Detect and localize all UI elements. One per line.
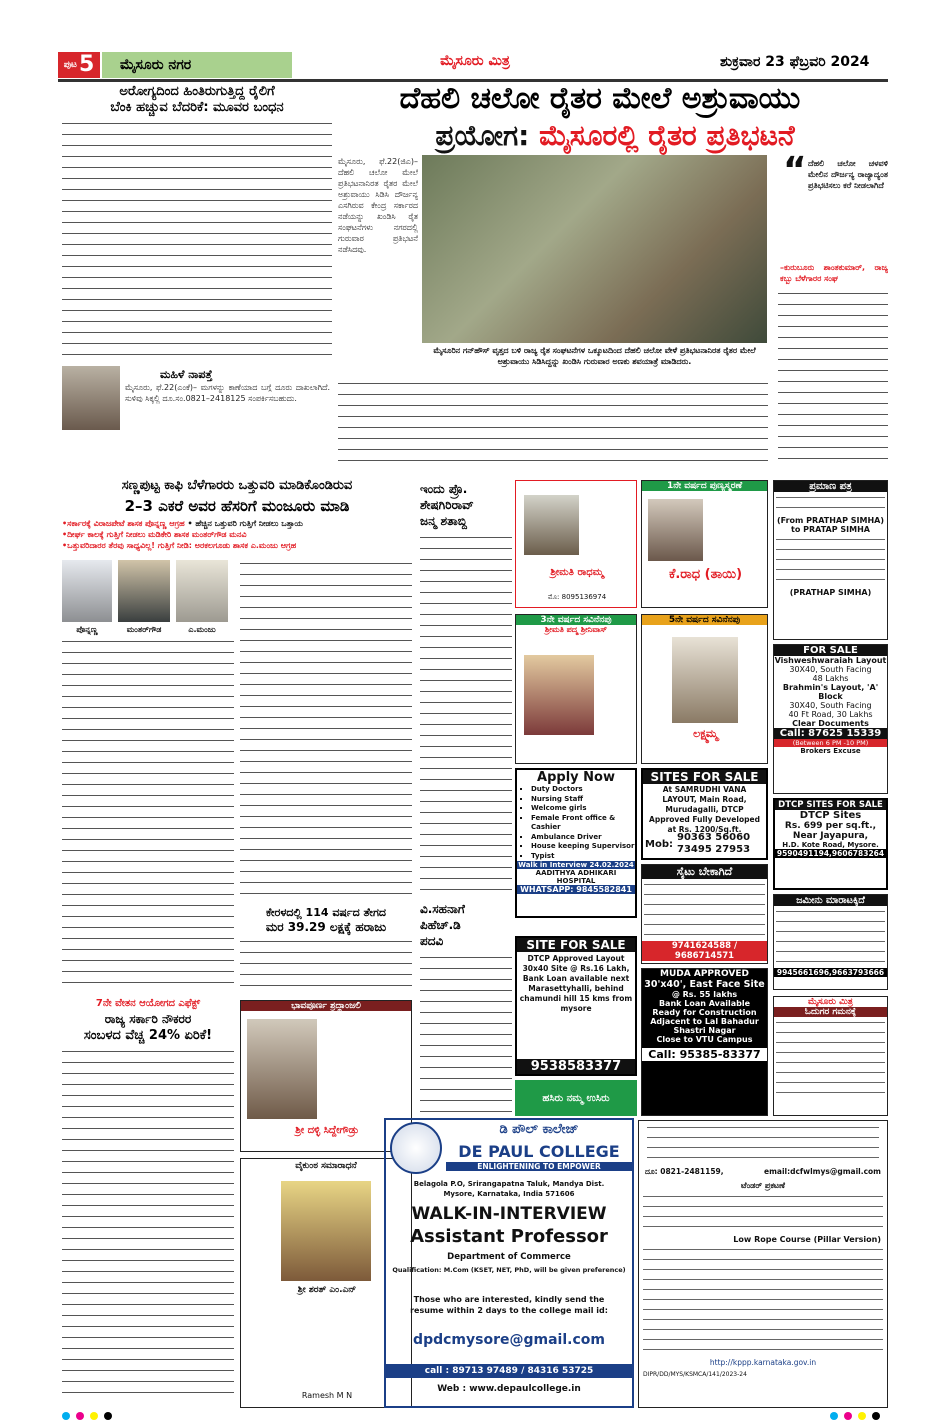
depaul-dept: Department of Commerce xyxy=(447,1252,571,1262)
obit-siddegowda-head: ಭಾವಪೂರ್ಣ ಶ್ರದ್ಧಾಂಜಲಿ xyxy=(241,1001,411,1011)
tender-footer: DIPR/DD/MYS/KSMCA/141/2023-24 xyxy=(643,1371,747,1378)
tender-header-lines xyxy=(647,1124,879,1164)
tender-body-1 xyxy=(643,1193,883,1233)
tender-contact-row xyxy=(639,1167,887,1177)
sahana-t2: ಪಿಹೆಚ್.ಡಿ xyxy=(420,918,461,932)
right-column-body xyxy=(778,290,888,468)
shesha-t1: ಇಂದು ಪ್ರೊ. xyxy=(420,482,468,496)
mla-name-3: ಎ.ಮಂಜು xyxy=(188,625,216,634)
muda-call-label: Call: xyxy=(648,1048,676,1061)
cert-text-2 xyxy=(776,536,885,586)
coffee-bullet-3: •ದೀರ್ಘ ಕಾಲಕ್ಕೆ ಗುತ್ತಿಗೆ ನೀಡಲು ಮಡಿಕೇರಿ ಶಾಸಕ ಮಂತರ್‌ಗೌಡ ಮನವಿ xyxy=(62,530,247,539)
obit-sharath-head: ವೈಕುಂಠ ಸಮಾರಾಧನೆ xyxy=(295,1161,357,1171)
mitra-notice-title: ಓದುಗರ ಗಮನಕ್ಕೆ xyxy=(774,1007,887,1017)
vish-1: 30X40, South Facing xyxy=(789,665,872,674)
tender-body-2 xyxy=(643,1246,883,1356)
apply-item: ▪ Typist xyxy=(531,852,635,862)
obit-lakshmamma xyxy=(641,614,768,764)
green-ad-text: ಹಸಿರು ನಮ್ಮ ಉಸಿರು xyxy=(542,1092,610,1104)
dtcp-title: DTCP SITES FOR SALE xyxy=(775,800,886,810)
cert-from: (From PRATHAP SIMHA) to PRATAP SIMHA xyxy=(777,516,884,534)
ad-sites-wanted xyxy=(641,864,768,964)
muda-6: Shastri Nagar xyxy=(673,1026,736,1035)
mla-photo-ponnanna xyxy=(62,560,112,622)
depaul-addr2: Mysore, Karnataka, India 571606 xyxy=(443,1190,575,1198)
obit-sharath-sign: Ramesh M N xyxy=(301,1391,353,1400)
sahana-t3: ಪದವಿ xyxy=(420,934,444,948)
lead-dateline: ಮೈಸೂರು, ಫೆ.22(ಜಿಎ)– ದೆಹಲಿ ಚಲೋ ಮೇಲೆ ಪ್ರತಿಭಟನಾನಿರತ ರೈತರ ಮೇಲೆ ಅಶ್ರುವಾಯು ಸಿಡಿಸಿ ದೌರ್ಜನ್ಯ ಎಸಗಿರುವ ಕೇಂದ್ರ ಸರ್ಕಾರದ ನಡೆಯನ್ನು ಖಂಡಿಸಿ ರೈತ ಸಂಘಟನೆಗಳು ನಗರದಲ್ಲಿ ಗುರುವಾರ ಪ್ರತಿಭಟನೆ ನಡೆಸಿದವು. xyxy=(338,157,418,254)
land-text xyxy=(776,908,885,966)
depaul-note: Those who are interested, kindly send the resume within 2 days to the college mail id: xyxy=(410,1295,608,1315)
clear-docs: Clear Documents xyxy=(792,719,869,728)
missing-text: ಮೈಸೂರು, ಫೆ.22(ಎಂಕೆ)– ಮಗಳನ್ನು ಕಾಣೆಯಾದ ಬಗ್ಗೆ ದೂರು ದಾಖಲಾಗಿದೆ. ಸುಳಿವು ಸಿಕ್ಕಲ್ಲಿ ದೂ.ಸಂ.0821–2418125 ಸಂಪರ್ಕಿಸಬಹುದು. xyxy=(125,383,330,403)
site2-body: DTCP Approved Layout 30x40 Site @ Rs.16 Lakh, Bank Loan available next Marasettyhalli, behind chamundi hill 15 kms from mysore xyxy=(519,954,633,1013)
obit-padma-photo xyxy=(524,655,594,735)
site2-title: SITE FOR SALE xyxy=(517,938,635,952)
page-number: 5 xyxy=(78,52,95,77)
tender-url[interactable]: http://kppp.karnataka.gov.in xyxy=(709,1358,817,1367)
sale-title: FOR SALE xyxy=(774,645,887,656)
dtcp-phone: 9590491194,9606783264 xyxy=(776,849,885,858)
mitra-notice xyxy=(773,996,888,1116)
land-title: ಜಮೀನು ಮಾರಾಟಕ್ಕಿದೆ xyxy=(774,895,887,906)
left-story-body xyxy=(62,120,332,365)
apply-item: ▪ Female Front office & Cashier xyxy=(531,814,635,833)
coffee-title2: 2–3 ಎಕರೆ ಅವರ ಹೆಸರಿಗೆ ಮಂಜೂರು ಮಾಡಿ xyxy=(124,497,350,515)
brahmin-title: Brahmin's Layout, 'A' Block xyxy=(782,683,879,701)
coffee-bullet-1: •ಸರ್ಕಾರಕ್ಕೆ ವಿರಾಜಪೇಟೆ ಶಾಸಕ ಪೊನ್ನಣ್ಣ ಆಗ್ರಹ • ಹೆಚ್ಚಿನ ಒತ್ತುವರಿ ಗುತ್ತಿಗೆ ನೀಡಲು ಒತ್ತಾಯ xyxy=(62,519,303,528)
obit-sharath-photo xyxy=(281,1181,371,1281)
dtcp-2: Rs. 699 per sq.ft., xyxy=(784,821,877,831)
ad-sites-for-sale-samrudhi xyxy=(641,768,768,860)
obit-k-radha xyxy=(641,480,768,608)
cert-title: ಪ್ರಮಾಣ ಪತ್ರ xyxy=(774,481,887,492)
lead-photo-farmers-protest xyxy=(422,155,767,343)
obit-padma-head: 3ನೇ ವರ್ಷದ ಸವಿನೆನಪು xyxy=(516,615,636,625)
apply-item: ▪ Welcome girls xyxy=(531,804,635,814)
muda-4: Ready for Construction xyxy=(652,1008,757,1017)
lead-headline-line1: ದೆಹಲಿ ಚಲೋ ರೈತರ ಮೇಲೆ ಅಶ್ರುವಾಯು xyxy=(399,81,801,116)
lead-headline-line2 xyxy=(335,118,895,154)
muda-title: MUDA APPROVED xyxy=(660,969,749,979)
ad-green-campaign xyxy=(515,1080,637,1116)
apply-item: ▪ Duty Doctors xyxy=(531,785,635,795)
ad-apply-now xyxy=(515,768,637,918)
obit-k-radha-name: ಕೆ.ರಾಧ (ತಾಯಿ) xyxy=(668,567,743,582)
shesha-body xyxy=(420,534,512,894)
shesha-t3: ಜನ್ಮ ಶತಾಬ್ದಿ xyxy=(420,514,467,528)
mla-name-1: ಪೊನ್ನಣ್ಣ xyxy=(76,625,98,634)
cert-text xyxy=(776,494,885,514)
obit-radhamma xyxy=(515,480,637,608)
obit-lakshmamma-photo xyxy=(672,637,738,723)
brahmin-2: 40 Ft Road, 30 Lakhs xyxy=(788,710,873,719)
sites1-phones: 90363 56060 73495 27953 xyxy=(676,832,751,855)
apply-item: ▪ Nursing Staff xyxy=(531,795,635,805)
page-label: ಪುಟ xyxy=(63,60,77,70)
ad-land-sale xyxy=(773,894,888,990)
obit-radhamma-photo xyxy=(524,495,579,555)
obit-k-radha-head: 1ನೇ ವರ್ಷದ ಪುಣ್ಯಸ್ಮರಣೆ xyxy=(642,481,767,491)
brahmin-1: 30X40, South Facing xyxy=(789,701,872,710)
obit-padma xyxy=(515,614,637,764)
apply-now-list xyxy=(517,785,635,861)
obit-padma-name: ಶ್ರೀಮತಿ ಪದ್ಮ ಶ್ರೀನಿವಾಸ್ xyxy=(544,625,608,634)
pay-title2: ಸಂಬಳದ ವೆಚ್ಚ 24% ಏರಿಕೆ! xyxy=(83,1028,213,1043)
missing-person-photo xyxy=(62,366,120,430)
apply-hospital: AADITHYA ADHIKARI HOSPITAL xyxy=(535,869,617,885)
obit-radhamma-phone: ಮೊ: 8095136974 xyxy=(547,593,607,601)
apply-item: ▪ House keeping Supervisor xyxy=(531,842,635,852)
apply-walkin: Walk in Interview 24.02.2024 xyxy=(518,861,634,869)
site2-phone: 9538583377 xyxy=(517,1059,635,1074)
lead-headline-line2b: ಮೈಸೂರಲ್ಲಿ ರೈತರ ಪ್ರತಿಭಟನೆ xyxy=(539,119,795,152)
depaul-qual: Qualification: M.Com (KSET, NET, PhD, will be given preference) xyxy=(392,1266,626,1274)
coffee-title1: ಸಣ್ಣಪುಟ್ಟ ಕಾಫಿ ಬೆಳೆಗಾರರು ಒತ್ತುವರಿ ಮಾಡಿಕೊಂಡಿರುವ xyxy=(121,478,353,493)
muda-1: 30'x40', East Face Site xyxy=(644,979,765,990)
pay-tag: 7ನೇ ವೇತನ ಆಯೋಗದ ಎಫೆಕ್ಟ್ xyxy=(95,998,201,1009)
dtcp-3: Near Jayapura, xyxy=(792,831,869,841)
lead-body-columns xyxy=(338,380,768,468)
newspaper-brand: ಮೈಸೂರು ಮಿತ್ರ xyxy=(440,53,510,69)
brokers-excuse: Brokers Excuse xyxy=(800,747,861,755)
obit-k-radha-photo xyxy=(648,499,703,561)
lead-headline-line2a: ಪ್ರಯೋಗ: xyxy=(435,119,530,152)
depaul-logo-icon xyxy=(390,1122,442,1174)
mla-photo-mantargowda xyxy=(118,560,170,622)
apply-item: ▪ Ambulance Driver xyxy=(531,833,635,843)
muda-5: Adjacent to Lal Bahadur xyxy=(650,1017,759,1026)
muda-2: @ Rs. 55 lakhs xyxy=(671,990,738,999)
muda-7: Close to VTU Campus xyxy=(656,1035,753,1044)
cert-name: (PRATHAP SIMHA) xyxy=(789,588,872,597)
depaul-mail[interactable]: dpdcmysore@gmail.com xyxy=(413,1332,605,1348)
missing-title: ಮಹಿಳೆ ನಾಪತ್ತೆ xyxy=(160,368,213,381)
sahana-t1: ವಿ.ಸಹನಾಗೆ xyxy=(420,902,465,916)
tender-heading: ಟೆಂಡರ್ ಪ್ರಕಟಣೆ xyxy=(741,1181,785,1190)
print-registration-marks xyxy=(62,1412,112,1420)
dtcp-1: DTCP Sites xyxy=(799,810,862,821)
depaul-kannada: ಡಿ ಪೌಲ್ ಕಾಲೇಜ್ xyxy=(499,1122,579,1137)
pay-body xyxy=(62,1048,234,1393)
ad-tender-notice xyxy=(638,1120,888,1408)
ad-site-for-sale-dtcp xyxy=(515,936,637,1076)
muda-3: Bank Loan Available xyxy=(658,999,751,1008)
sale-call-hours: (Between 6 PM -10 PM) xyxy=(774,739,887,747)
pay-title1: ರಾಜ್ಯ ಸರ್ಕಾರಿ ನೌಕರರ xyxy=(104,1012,192,1026)
apply-now-title: Apply Now xyxy=(537,770,615,785)
left-story-title2: ಬೆಂಕಿ ಹಚ್ಚುವ ಬೆದರಿಕೆ: ಮೂವರ ಬಂಧನ xyxy=(110,100,284,115)
lead-quote: ದೆಹಲಿ ಚಲೋ ಚಳವಳಿ ಮೇಲಿನ ದೌರ್ಜನ್ಯ ರಾಜ್ಯಾದ್ಯಂತ ಪ್ರತಿಭಟಿಸಲು ಕರೆ ನೀಡಲಾಗಿದೆ xyxy=(808,159,888,190)
mla-photo-manju xyxy=(176,560,228,622)
sites-wanted-phone: 9741624588 / 9686714571 xyxy=(642,941,767,961)
depaul-web[interactable]: Web : www.depaulcollege.in xyxy=(437,1384,581,1394)
ad-certificate xyxy=(773,480,888,640)
depaul-addr1: Belagola P.O, Srirangapatna Taluk, Mandya Dist. xyxy=(413,1180,605,1188)
obit-siddegowda-photo xyxy=(247,1019,317,1119)
vish-title: Vishweshwaraiah Layout xyxy=(774,656,887,665)
kerala-title1: ಕೇರಳದಲ್ಲಿ 114 ವರ್ಷದ ತೇಗದ xyxy=(265,906,387,919)
ad-muda-approved xyxy=(641,968,768,1116)
issue-date: ಶುಕ್ರವಾರ 23 ಫೆಬ್ರವರಿ 2024 xyxy=(720,54,870,70)
land-phone: 9945661696,9663793666 xyxy=(774,968,887,977)
depaul-call-row xyxy=(386,1364,632,1378)
quote-mark-icon: “ xyxy=(783,150,807,191)
vish-2: 48 Lakhs xyxy=(812,674,849,683)
sites1-title: SITES FOR SALE xyxy=(643,770,766,784)
lead-photo-caption: ಮೈಸೂರಿನ ಗನ್‌ಹೌಸ್ ವೃತ್ತದ ಬಳಿ ರಾಜ್ಯ ರೈತ ಸಂಘಟನೆಗಳ ಒಕ್ಕೂಟದಿಂದ ದೆಹಲಿ ಚಲೋ ವೇಳೆ ಪ್ರತಿಭಟನಾನಿರತ ರೈತರ ಮೇಲೆ ಅಶ್ರುವಾಯು ಸಿಡಿಸಿದ್ದನ್ನು ಖಂಡಿಸಿ ಗುರುವಾರ ಅಣಕು ಶವಯಾತ್ರೆ ಮಾಡಿದರು. xyxy=(433,346,756,366)
coffee-bullets xyxy=(62,518,412,551)
ad-depaul-college xyxy=(384,1118,634,1408)
depaul-phones: 89713 97489 / 84316 53725 xyxy=(452,1366,594,1376)
depaul-name: DE PAUL COLLEGE xyxy=(458,1142,620,1161)
apply-whatsapp: WHATSAPP: 9845582841 xyxy=(517,885,635,894)
kerala-title2: ಮರ 39.29 ಲಕ್ಷಕ್ಕೆ ಹರಾಜು xyxy=(265,920,387,934)
sites1-mob-label: Mob: xyxy=(645,838,673,850)
coffee-body xyxy=(62,638,234,993)
section-title: ಮೈಸೂರು ನಗರ xyxy=(102,52,292,78)
tender-line1: Low Rope Course (Pillar Version) xyxy=(733,1235,881,1244)
sites1-body: At SAMRUDHI VANA LAYOUT, Main Road, Murudagalli, DTCP Approved Fully Developed at Rs. 1200/Sq.ft. xyxy=(649,785,760,834)
mitra-notice-text xyxy=(776,1019,885,1097)
ad-dtcp-sites xyxy=(773,798,888,890)
tender-email[interactable]: email:dcfwlmys@gmail.com xyxy=(764,1167,881,1176)
depaul-tag: ENLIGHTENING TO EMPOWER xyxy=(446,1162,632,1171)
lead-quote-attribution: –ಕುರುಬೂರು ಶಾಂತಕುಮಾರ್, ರಾಜ್ಯ ಕಬ್ಬು ಬೆಳೆಗಾರರ ಸಂಘ xyxy=(780,263,888,283)
sites-wanted-title: ಸೈಟು ಬೇಕಾಗಿದೆ xyxy=(642,865,767,879)
depaul-walkin: WALK-IN-INTERVIEW xyxy=(411,1204,607,1224)
coffee-body-col2 xyxy=(240,560,412,900)
kerala-body xyxy=(240,938,412,993)
dtcp-4: H.D. Kote Road, Mysore. xyxy=(782,841,879,849)
obit-lakshmamma-head: 5ನೇ ವರ್ಷದ ಸವಿನೆನಪು xyxy=(642,615,767,625)
depaul-call-label: call : xyxy=(424,1366,450,1376)
shesha-t2: ಶೇಷಗಿರಿರಾವ್ xyxy=(420,498,474,512)
sale-call: Call: 87625 15339 xyxy=(774,728,887,739)
left-story-title1: ಅರೋಗ್ಯದಿಂದ ಹಿಂತಿರುಗುತ್ತಿದ್ದ ರೈಲಿಗೆ xyxy=(119,84,275,99)
obit-lakshmamma-name: ಲಕ್ಷ್ಮಮ್ಮ xyxy=(693,727,718,740)
sites1-mob-row xyxy=(645,832,766,856)
obit-radhamma-name: ಶ್ರೀಮತಿ ರಾಧಮ್ಮ xyxy=(550,567,604,578)
obit-sharath-name: ಶ್ರೀ ಶರತ್ ಎಂ.ಎನ್ xyxy=(297,1285,357,1295)
ad-for-sale-layouts xyxy=(773,644,888,794)
sahana-body xyxy=(420,954,512,1114)
coffee-bullet-4: •ಒತ್ತುವರಿದಾರರ ತೆರವು ಸಾಧ್ಯವಿಲ್ಲ! ಗುತ್ತಿಗೆ ನೀಡಿ: ಅರಕಲಗೂಡು ಶಾಸಕ ಎ.ಮಂಜು ಆಗ್ರಹ xyxy=(62,541,297,550)
page-number-badge xyxy=(58,52,100,78)
muda-phone: 95385-83377 xyxy=(679,1048,761,1061)
mitra-notice-brand: ಮೈಸೂರು ಮಿತ್ರ xyxy=(808,997,853,1007)
obit-siddegowda-name: ಶ್ರೀ ದಳ್ಳಿ ಸಿದ್ದೇಗೌಡ್ರು xyxy=(295,1125,359,1136)
print-registration-marks-right xyxy=(830,1412,880,1420)
tender-phone: ದೂ: 0821-2481159, xyxy=(645,1167,724,1176)
depaul-post: Assistant Professor xyxy=(410,1226,608,1247)
muda-call-row xyxy=(642,1048,767,1061)
sites-wanted-list xyxy=(644,881,765,939)
mla-name-2: ಮಂತರ್‌ಗೌಡ xyxy=(126,625,162,634)
